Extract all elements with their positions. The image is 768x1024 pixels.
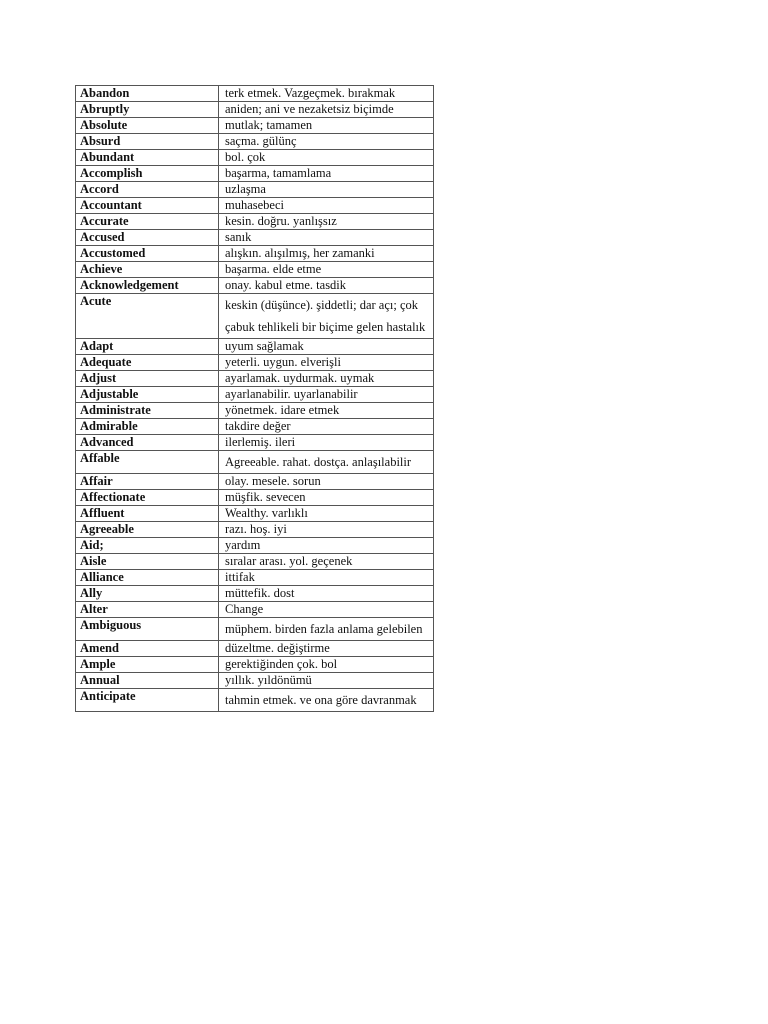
vocab-meaning: yeterli. uygun. elverişli (219, 355, 434, 371)
vocab-meaning: ilerlemiş. ileri (219, 435, 434, 451)
vocab-word: Accused (76, 230, 219, 246)
vocab-meaning: keskin (düşünce). şiddetli; dar açı; çok çabuk tehlikeli bir biçime gelen hastalık (219, 294, 434, 339)
table-row (76, 522, 434, 538)
vocab-meaning: sanık (219, 230, 434, 246)
table-row (76, 554, 434, 570)
vocab-meaning: onay. kabul etme. tasdik (219, 278, 434, 294)
vocab-word: Anticipate (76, 689, 219, 712)
vocab-meaning: aniden; ani ve nezaketsiz biçimde (219, 102, 434, 118)
vocab-meaning: muhasebeci (219, 198, 434, 214)
vocabulary-table-body (76, 86, 434, 712)
vocab-word: Advanced (76, 435, 219, 451)
table-row (76, 182, 434, 198)
table-row (76, 118, 434, 134)
table-row (76, 618, 434, 641)
vocab-word: Absurd (76, 134, 219, 150)
vocab-word: Absolute (76, 118, 219, 134)
vocab-meaning: düzeltme. değiştirme (219, 641, 434, 657)
vocab-word: Adapt (76, 339, 219, 355)
table-row (76, 474, 434, 490)
vocab-meaning: sıralar arası. yol. geçenek (219, 554, 434, 570)
table-row (76, 673, 434, 689)
vocab-meaning: tahmin etmek. ve ona göre davranmak (219, 689, 434, 712)
vocab-word: Annual (76, 673, 219, 689)
vocab-meaning: yönetmek. idare etmek (219, 403, 434, 419)
vocab-word: Alter (76, 602, 219, 618)
vocab-word: Administrate (76, 403, 219, 419)
vocab-word: Adequate (76, 355, 219, 371)
table-row (76, 371, 434, 387)
table-row (76, 538, 434, 554)
vocab-word: Accord (76, 182, 219, 198)
vocab-meaning: olay. mesele. sorun (219, 474, 434, 490)
table-row (76, 246, 434, 262)
vocab-word: Aisle (76, 554, 219, 570)
table-row (76, 294, 434, 339)
table-row (76, 490, 434, 506)
vocab-word: Accomplish (76, 166, 219, 182)
vocab-meaning: alışkın. alışılmış, her zamanki (219, 246, 434, 262)
vocab-meaning: başarma, tamamlama (219, 166, 434, 182)
table-row (76, 339, 434, 355)
table-row (76, 451, 434, 474)
table-row (76, 134, 434, 150)
table-row (76, 506, 434, 522)
table-row (76, 419, 434, 435)
vocab-meaning: Wealthy. varlıklı (219, 506, 434, 522)
vocab-word: Accountant (76, 198, 219, 214)
vocab-word: Affair (76, 474, 219, 490)
table-row (76, 262, 434, 278)
vocab-meaning: müphem. birden fazla anlama gelebilen (219, 618, 434, 641)
vocab-word: Admirable (76, 419, 219, 435)
vocab-meaning: terk etmek. Vazgeçmek. bırakmak (219, 86, 434, 102)
vocab-meaning: ayarlamak. uydurmak. uymak (219, 371, 434, 387)
table-row (76, 403, 434, 419)
table-row (76, 278, 434, 294)
table-row (76, 102, 434, 118)
vocab-meaning: müşfik. sevecen (219, 490, 434, 506)
table-row (76, 570, 434, 586)
vocab-word: Abruptly (76, 102, 219, 118)
vocab-word: Affable (76, 451, 219, 474)
table-row (76, 355, 434, 371)
vocab-meaning: uzlaşma (219, 182, 434, 198)
vocab-word: Affectionate (76, 490, 219, 506)
vocab-meaning: ayarlanabilir. uyarlanabilir (219, 387, 434, 403)
vocab-word: Acknowledgement (76, 278, 219, 294)
table-row (76, 86, 434, 102)
table-row (76, 657, 434, 673)
vocab-meaning: müttefik. dost (219, 586, 434, 602)
vocab-word: Adjust (76, 371, 219, 387)
vocab-word: Aid; (76, 538, 219, 554)
vocab-word: Affluent (76, 506, 219, 522)
vocab-meaning: bol. çok (219, 150, 434, 166)
vocabulary-table (75, 85, 434, 712)
table-row (76, 435, 434, 451)
table-row (76, 586, 434, 602)
table-row (76, 641, 434, 657)
vocab-meaning: gerektiğinden çok. bol (219, 657, 434, 673)
vocab-meaning: razı. hoş. iyi (219, 522, 434, 538)
vocab-word: Acute (76, 294, 219, 339)
vocab-meaning: başarma. elde etme (219, 262, 434, 278)
vocab-meaning: ittifak (219, 570, 434, 586)
table-row (76, 387, 434, 403)
vocab-meaning: uyum sağlamak (219, 339, 434, 355)
vocab-word: Abundant (76, 150, 219, 166)
vocab-word: Alliance (76, 570, 219, 586)
vocab-word: Adjustable (76, 387, 219, 403)
vocab-meaning: yardım (219, 538, 434, 554)
vocab-meaning: saçma. gülünç (219, 134, 434, 150)
vocab-meaning: Change (219, 602, 434, 618)
vocab-meaning: Agreeable. rahat. dostça. anlaşılabilir (219, 451, 434, 474)
table-row (76, 230, 434, 246)
vocab-meaning: takdire değer (219, 419, 434, 435)
table-row (76, 214, 434, 230)
vocab-word: Agreeable (76, 522, 219, 538)
vocab-word: Ambiguous (76, 618, 219, 641)
table-row (76, 166, 434, 182)
vocab-word: Accurate (76, 214, 219, 230)
vocab-word: Amend (76, 641, 219, 657)
vocab-word: Abandon (76, 86, 219, 102)
vocab-meaning: mutlak; tamamen (219, 118, 434, 134)
vocab-meaning: yıllık. yıldönümü (219, 673, 434, 689)
table-row (76, 689, 434, 712)
table-row (76, 150, 434, 166)
vocab-word: Ally (76, 586, 219, 602)
table-row (76, 602, 434, 618)
vocab-word: Accustomed (76, 246, 219, 262)
vocab-word: Achieve (76, 262, 219, 278)
vocab-meaning: kesin. doğru. yanlışsız (219, 214, 434, 230)
table-row (76, 198, 434, 214)
vocab-word: Ample (76, 657, 219, 673)
